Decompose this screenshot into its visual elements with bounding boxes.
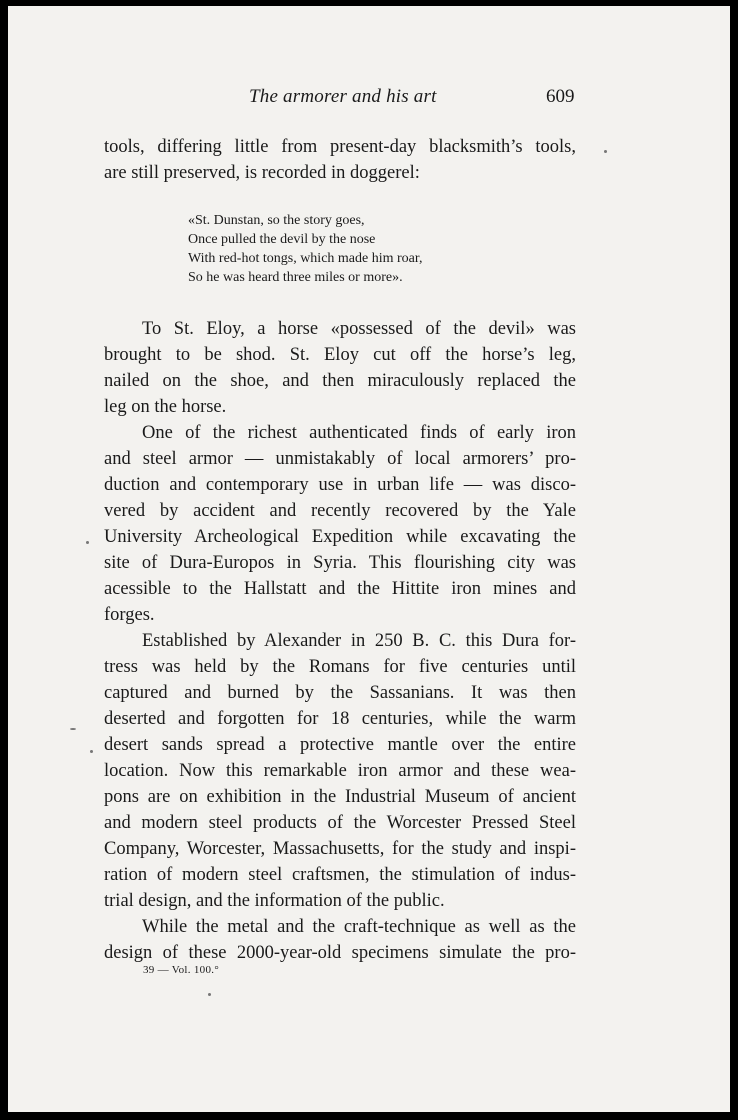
text-line: desert sands spread a protective mantle over the entire <box>104 735 576 755</box>
text-line: vered by accident and recently recovered by the Yale <box>104 501 576 521</box>
text-line: acessible to the Hallstatt and the Hittite iron mines and <box>104 579 576 599</box>
text-line: duction and contemporary use in urban life — was disco- <box>104 475 576 495</box>
text-line: One of the richest authenticated finds of early iron <box>142 423 576 443</box>
scan-speck <box>90 750 93 753</box>
text-line: ration of modern steel craftsmen, the stimulation of indus- <box>104 865 576 885</box>
scan-speck <box>208 993 211 996</box>
text-line: Company, Worcester, Massachusetts, for the study and inspi- <box>104 839 576 859</box>
scan-speck <box>86 541 89 544</box>
running-header-title: The armorer and his art <box>249 86 437 107</box>
verse-line: Once pulled the devil by the nose <box>188 232 376 247</box>
text-line: nailed on the shoe, and then miraculously replaced the <box>104 371 576 391</box>
verse-line: So he was heard three miles or more». <box>188 270 403 285</box>
scan-speck <box>70 728 76 730</box>
verse-line: «St. Dunstan, so the story goes, <box>188 213 365 228</box>
scan-speck <box>604 150 607 153</box>
text-line: deserted and forgotten for 18 centuries, while the warm <box>104 709 576 729</box>
text-line: design of these 2000-year-old specimens simulate the pro- <box>104 943 576 963</box>
text-line: are still preserved, is recorded in doggerel: <box>104 163 420 183</box>
document-page <box>8 6 730 1112</box>
text-line: leg on the horse. <box>104 397 227 417</box>
text-line: captured and burned by the Sassanians. It was then <box>104 683 576 703</box>
verse-line: With red-hot tongs, which made him roar, <box>188 251 423 266</box>
page-number: 609 <box>546 86 575 107</box>
text-line: tress was held by the Romans for five centuries until <box>104 657 576 677</box>
text-line: location. Now this remarkable iron armor and these wea- <box>104 761 576 781</box>
text-line: tools, differing little from present-day blacksmith’s tools, <box>104 137 576 157</box>
text-line: forges. <box>104 605 155 625</box>
text-line: While the metal and the craft-technique as well as the <box>142 917 576 937</box>
text-line: brought to be shod. St. Eloy cut off the horse’s leg, <box>104 345 576 365</box>
text-line: pons are on exhibition in the Industrial Museum of ancient <box>104 787 576 807</box>
text-line: and modern steel products of the Worcester Pressed Steel <box>104 813 576 833</box>
text-line: trial design, and the information of the public. <box>104 891 445 911</box>
text-line: To St. Eloy, a horse «possessed of the devil» was <box>142 319 576 339</box>
text-line: Established by Alexander in 250 B. C. this Dura for- <box>142 631 576 651</box>
signature-footnote: 39 — Vol. 100.° <box>143 964 220 976</box>
text-line: site of Dura-Europos in Syria. This flourishing city was <box>104 553 576 573</box>
text-line: University Archeological Expedition while excavating the <box>104 527 576 547</box>
text-line: and steel armor — unmistakably of local armorers’ pro- <box>104 449 576 469</box>
